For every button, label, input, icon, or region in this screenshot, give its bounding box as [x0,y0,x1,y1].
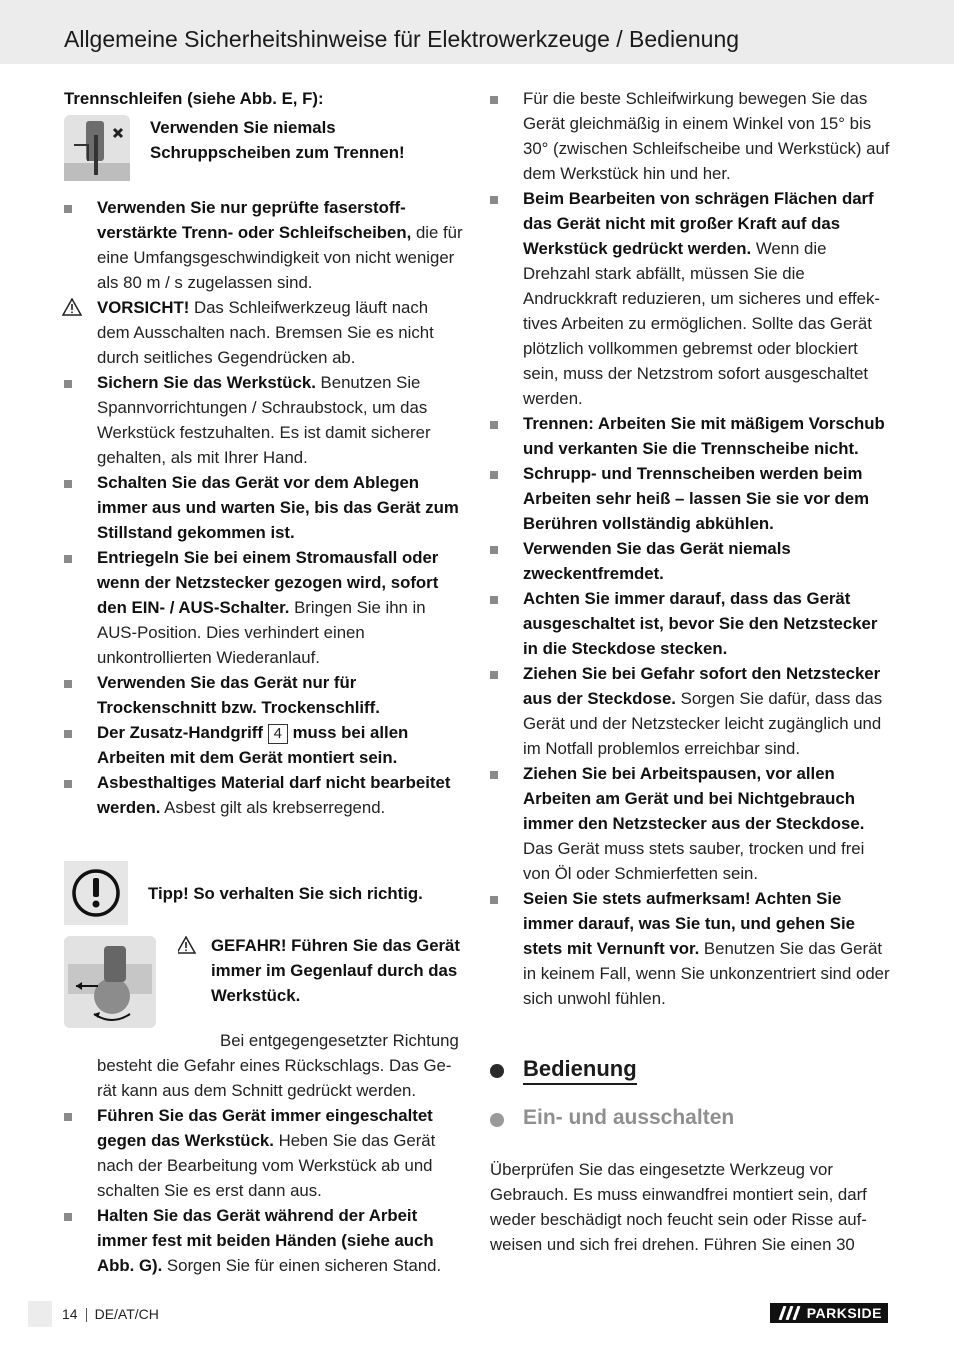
trenn-icon-text: Verwenden Sie niemals Schruppscheiben zum Trennen! [150,118,405,162]
bullet-icon [490,671,498,679]
bullet-icon [64,1213,72,1221]
left-column [64,86,464,1278]
cutting-disc-icon [64,115,130,181]
language-code: DE/AT/CH [94,1306,159,1322]
list-item: Für die beste Schleifwirkung bewegen Sie das Gerät gleichmäßig in einem Winkel von 15° bis 30° (zwischen Schleifscheibe und Werkstück) auf dem Werkstück hin und her. [490,86,890,186]
brand-logo: PARKSIDE [770,1303,888,1323]
section-heading: Bedienung [490,1055,890,1085]
page-header [0,0,954,64]
bullet-icon [64,730,72,738]
list-item: Ziehen Sie bei Gefahr sofort den Netzstecker aus der Steckdose. Sorgen Sie dafür, dass das Gerät und der Netzstecker leicht zugänglich und im Notfall problemlos erreichbar sind. [490,661,890,761]
logo-stripes-icon [776,1306,802,1320]
list-item: Seien Sie stets aufmerksam! Achten Sie immer darauf, was Sie tun, und gehen Sie stets mit Vernunft vor. Benutzen Sie das Gerät in keinem Fall, wenn Sie unkonzentriert sind oder sich unwohl fühlen. [490,886,890,1011]
list-item: Verwenden Sie das Gerät nur für Trockenschnitt bzw. Trockenschliff. [64,670,464,720]
right-column [490,86,890,1257]
bullet-icon [64,1113,72,1121]
list-item: Schrupp- und Trennscheiben werden beim Arbeiten sehr heiß – lassen Sie sie vor dem Berühren vollständig abkühlen. [490,461,890,536]
bullet-icon [490,596,498,604]
list-item: Schalten Sie das Gerät vor dem Ablegen immer aus und warten Sie, bis das Gerät zum Stillstand gekommen ist. [64,470,464,545]
part-number-badge: 4 [268,724,288,744]
bullet-icon [490,546,498,554]
warning-icon [62,298,82,316]
list-item: Asbesthaltiges Material darf nicht bearbeitet werden. Asbest gilt als krebserregend. [64,770,464,820]
footer-pagination [62,1306,159,1322]
bullet-icon [490,196,498,204]
bullet-icon [64,680,72,688]
list-item: Ziehen Sie bei Arbeitspausen, vor allen Arbeiten am Gerät und bei Nichtgebrauch immer den Netzstecker aus der Steckdose. Das Gerät muss stets sauber, trocken und frei von Öl oder Schmierfetten sein. [490,761,890,886]
bullet-icon [490,421,498,429]
footer-marker [28,1301,52,1327]
page-title: Allgemeine Sicherheitshinweise für Elektrowerkzeuge / Bedienung [64,26,740,52]
exclamation-icon [64,861,128,925]
list-item: Trennen: Arbeiten Sie mit mäßigem Vorschub und verkanten Sie die Trennscheibe nicht. [490,411,890,461]
list-item: Achten Sie immer darauf, dass das Gerät ausgeschaltet ist, bevor Sie den Netzstecker in die Steckdose stecken. [490,586,890,661]
bullet-icon [490,896,498,904]
bullet-icon [490,771,498,779]
bullet-icon [64,380,72,388]
bullet-icon [64,555,72,563]
danger-text: Bei entgegengesetzter Richtung besteht die Gefahr eines Rückschlags. Das Gerät kann aus dem Schnitt gedrückt werden. [97,1031,459,1100]
danger-heading: GEFAHR! Führen Sie das Gerät immer im Gegenlauf durch das Werkstück. [211,936,460,1005]
subsection-heading: Ein- und ausschalten [490,1105,890,1131]
bullet-icon [490,96,498,104]
bullet-icon [490,471,498,479]
grinder-direction-icon [64,936,156,1028]
bullet-icon [64,480,72,488]
list-item: Verwenden Sie das Gerät niemals zweckentfremdet. [490,536,890,586]
footer-divider [86,1308,87,1322]
bullet-icon [64,205,72,213]
danger-block [64,933,464,1103]
list-item: Beim Bearbeiten von schrägen Flächen darf das Gerät nicht mit großer Kraft auf das Werkstück gedrückt werden. Wenn die Drehzahl stark abfällt, müssen Sie die Andruckkraft reduzieren, um sicheres und effektives Arbeiten zu ermöglichen. Sollte das Gerät plötzlich vollkommen gebremst oder blockiert sein, muss der Netzstrom sofort ausgeschaltet werden. [490,186,890,411]
warning-icon [178,936,196,954]
page-number: 14 [62,1306,78,1322]
list-item: Verwenden Sie nur geprüfte faserstoffverstärkte Trenn- oder Schleifscheiben, die für eine Umfangsgeschwindigkeit von nicht weniger als 80 m / s zugelassen sind. [64,195,464,295]
list-item: Der Zusatz-Handgriff 4 muss bei allen Arbeiten mit dem Gerät montiert sein. [64,720,464,770]
list-item: Halten Sie das Gerät während der Arbeit immer fest mit beiden Händen (siehe auch Abb. G). Sorgen Sie für einen sicheren Stand. [64,1203,464,1278]
list-item: VORSICHT! Das Schleifwerkzeug läuft nach dem Ausschalten nach. Bremsen Sie es nicht durch seitliches Gegendrücken ab. [64,295,464,370]
list-item: Führen Sie das Gerät immer eingeschaltet gegen das Werkstück. Heben Sie das Gerät nach der Bearbeitung vom Werkstück ab und schalten Sie es erst dann aus. [64,1103,464,1203]
subsection-bullet-icon [490,1113,504,1127]
list-item: Sichern Sie das Werkstück. Benutzen Sie Spannvorrichtungen / Schraubstock, um das Werkstück festzuhalten. Es ist damit sicherer gehalten, als mit Ihrer Hand. [64,370,464,470]
trenn-icon-block [64,115,464,181]
tip-text: Tipp! So verhalten Sie sich richtig. [148,884,423,903]
list-item: Entriegeln Sie bei einem Stromausfall oder wenn der Netzstecker gezogen wird, sofort den EIN- / AUS-Schalter. Bringen Sie ihn in AUS-Position. Dies verhindert einen unkontrollierten Wiederanlauf. [64,545,464,670]
tip-block [64,861,464,925]
section-bullet-icon [490,1064,504,1078]
trenn-heading: Trennschleifen (siehe Abb. E, F): [64,89,324,108]
body-paragraph: Überprüfen Sie das eingesetzte Werkzeug vor Gebrauch. Es muss einwandfrei montiert sein, darf weder beschädigt noch feucht sein oder Risse aufweisen und sich frei drehen. Führen Sie einen 30 [490,1160,867,1254]
bullet-icon [64,780,72,788]
